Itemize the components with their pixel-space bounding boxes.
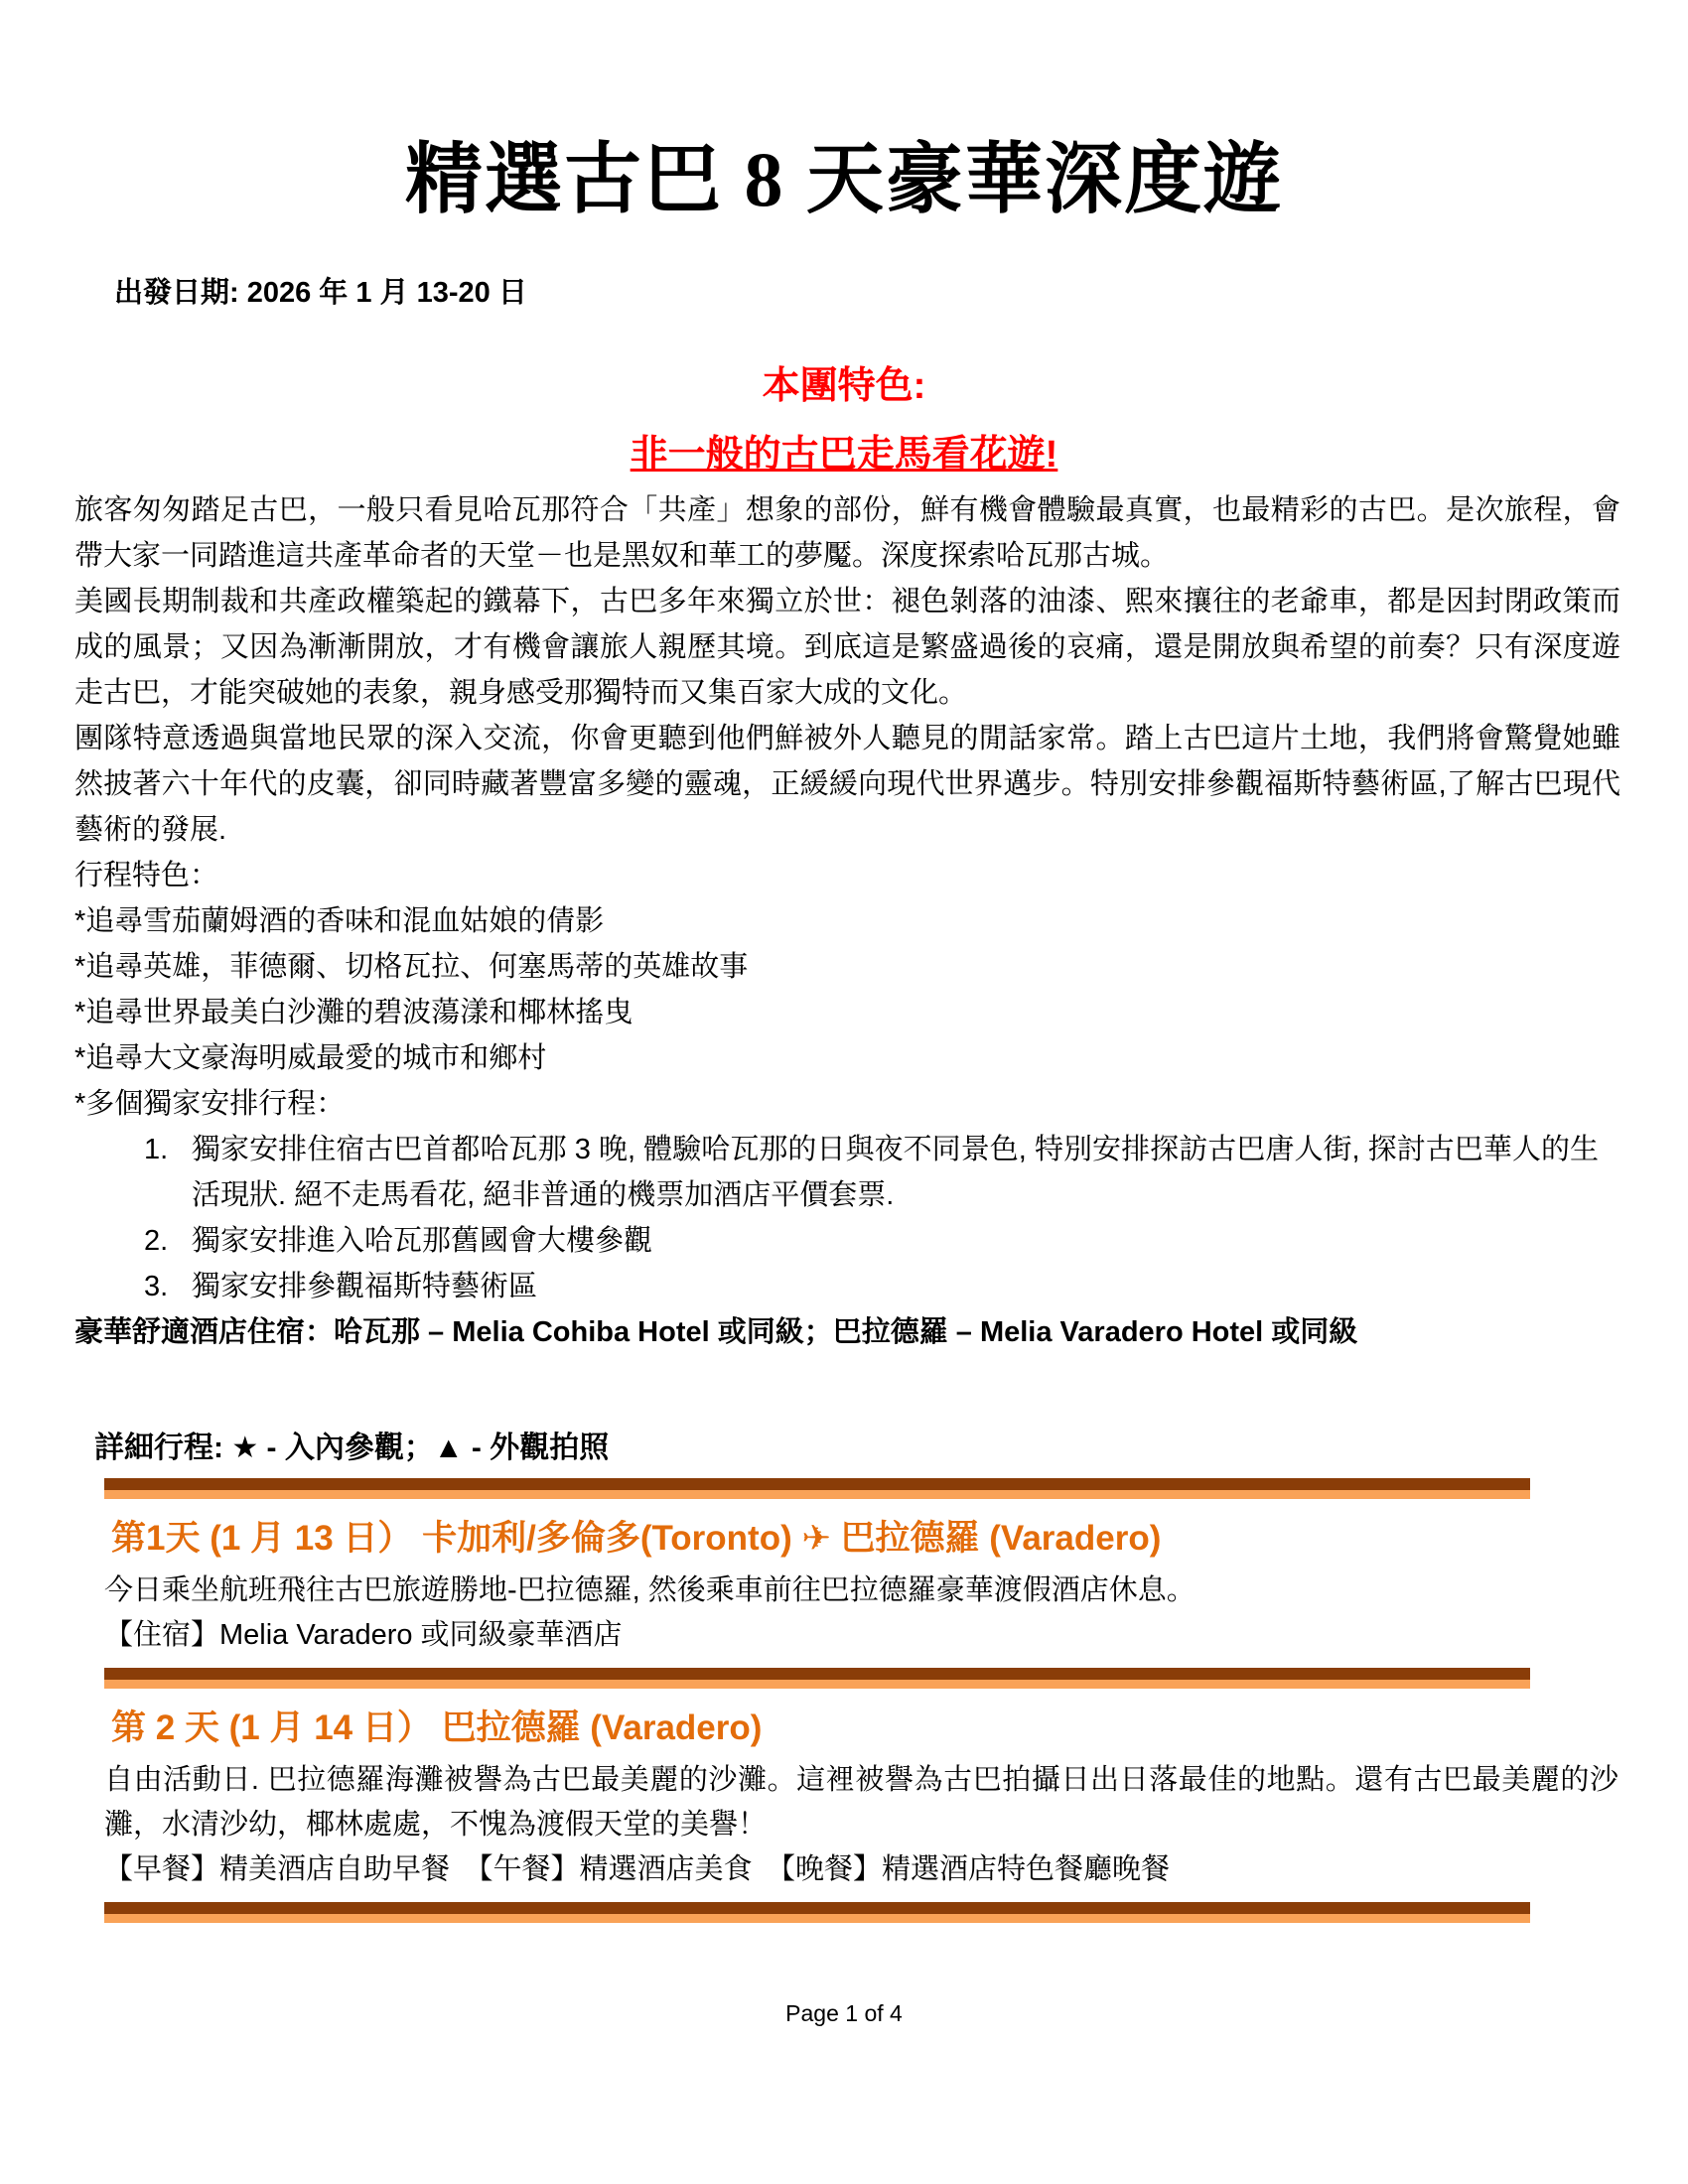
features-subheading: 非一般的古巴走馬看花遊! [630,434,1058,476]
divider-bar [104,1668,1530,1689]
highlight-item-3: *追尋世界最美白沙灘的碧波蕩漾和椰林搖曳 [74,997,633,1028]
highlight-item-2: *追尋英雄，菲德爾、切格瓦拉、何塞馬蒂的英雄故事 [74,951,749,983]
day-2-description: 自由活動日. 巴拉德羅海灘被譽為古巴最美麗的沙灘。這裡被譽為古巴拍攝日出日落最佳的地點。還有古巴最美麗的沙灘，水清沙幼，椰林處處，不愧為渡假天堂的美譽！ [104,1764,1618,1841]
divider-bar-dark [104,1902,1530,1914]
day-2-heading: 第 2 天 (1 月 14 日） 巴拉德羅 (Varadero) [111,1708,763,1747]
departure-date: 出發日期: 2026 年 1 月 13-20 日 [114,277,527,309]
airplane-icon: ✈ [801,1519,831,1558]
divider-bar-dark [104,1668,1530,1680]
hotel-info: 豪華舒適酒店住宿：哈瓦那 – Melia Cohiba Hotel 或同級；巴拉德羅 – Melia Varadero Hotel 或同級 [74,1316,1358,1348]
list-number: 2. [144,1225,169,1257]
divider-bar-light [104,1490,1530,1499]
itinerary-legend: 詳細行程: ★ - 入內參觀；▲ - 外觀拍照 [94,1432,610,1464]
divider-bar [104,1902,1530,1923]
divider-bar-light [104,1680,1530,1689]
list-text: 獨家安排進入哈瓦那舊國會大樓參觀 [192,1225,653,1257]
day-1-heading [0,1517,1688,1561]
intro-section [0,487,1688,853]
intro-paragraph-3: 團隊特意透過與當地民眾的深入交流，你會更聽到他們鮮被外人聽見的閒話家常。踏上古巴這片土地，我們將會驚覺她雖然披著六十年代的皮囊，卻同時藏著豐富多變的靈魂，正緩緩向現代世界邁步。特別安排參觀福斯特藝術區,了解古巴現代藝術的發展. [74,723,1620,846]
highlight-item-5: *多個獨家安排行程： [74,1088,346,1120]
exclusive-item-1 [144,1127,1599,1218]
page-title: 精選古巴 8 天豪華深度遊 [404,136,1283,222]
exclusive-list [0,1127,1688,1309]
list-text: 獨家安排住宿古巴首都哈瓦那 3 晚, 體驗哈瓦那的日與夜不同景色, 特別安排探訪古巴唐人街, 探討古巴華人的生活現狀. 絕不走馬看花, 絕非普通的機票加酒店平價套票. [192,1134,1599,1211]
list-number: 1. [144,1134,169,1165]
exclusive-item-3 [144,1264,1599,1309]
day-1-description: 今日乘坐航班飛往古巴旅遊勝地-巴拉德羅, 然後乘車前往巴拉德羅豪華渡假酒店休息。 [104,1574,1196,1606]
list-text: 獨家安排參觀福斯特藝術區 [192,1271,538,1302]
highlights-label: 行程特色： [74,860,219,891]
divider-bar [104,1478,1530,1499]
day-1-heading-destination: 巴拉德羅 (Varadero) [830,1519,1162,1558]
intro-paragraph-2: 美國長期制裁和共產政權築起的鐵幕下，古巴多年來獨立於世：褪色剝落的油漆、熙來攘往的老爺車，都是因封閉政策而成的風景；又因為漸漸開放，才有機會讓旅人親歷其境。到底這是繁盛過後的哀痛，還是開放與希望的前奏？只有深度遊走古巴，才能突破她的表象，親身感受那獨特而又集百家大成的文化。 [74,586,1620,709]
day-1-lodging: 【住宿】Melia Varadero 或同級豪華酒店 [104,1619,623,1651]
divider-bar-light [104,1914,1530,1923]
features-heading: 本團特色: [762,365,926,407]
intro-paragraph-1: 旅客匆匆踏足古巴，一般只看見哈瓦那符合「共產」想象的部份，鮮有機會體驗最真實，也最精彩的古巴。是次旅程，會帶大家一同踏進這共產革命者的天堂－也是黑奴和華工的夢魘。深度探索哈瓦那古城。 [74,494,1620,572]
exclusive-item-2 [144,1218,1599,1264]
divider-bar-dark [104,1478,1530,1490]
highlight-item-1: *追尋雪茄蘭姆酒的香味和混血姑娘的倩影 [74,905,605,937]
list-number: 3. [144,1271,169,1302]
highlight-item-4: *追尋大文豪海明威最愛的城市和鄉村 [74,1042,547,1074]
day-2-meals: 【早餐】精美酒店自助早餐 【午餐】精選酒店美食 【晚餐】精選酒店特色餐廳晚餐 [104,1853,1171,1885]
page-footer: Page 1 of 4 [785,2000,903,2026]
day-1-heading-text: 第1天 (1 月 13 日） 卡加利/多倫多(Toronto) [111,1519,802,1558]
